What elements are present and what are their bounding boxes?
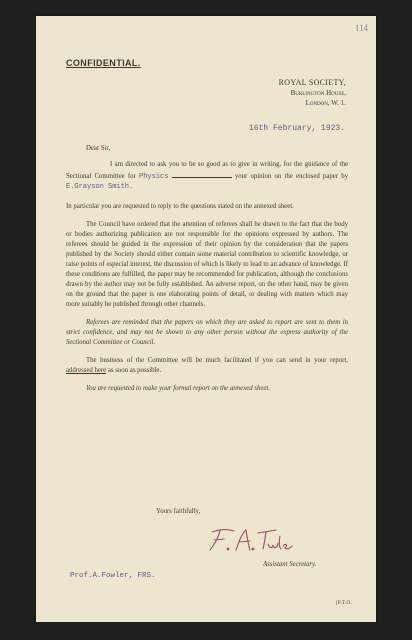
letter-sheet [36,16,376,622]
business-paragraph [66,356,348,376]
request-text-3: opinion on the enclosed paper by [250,173,349,180]
pto-note: [P.T.O. [335,601,352,606]
letter-date: 16th February, 1923. [249,124,346,133]
committee-rule [172,170,232,178]
salutation: Dear Sir, [86,145,111,152]
committee-name: Physics [139,173,169,181]
letter-body [66,144,348,394]
particular-paragraph: In particular you are requested to reply to the questions stated on the annexed sheet. [66,203,294,210]
business-underlined: addressed here [66,367,107,374]
handwritten-signature [206,524,296,554]
paper-author: E.Grayson Smith. [66,183,134,191]
address-line-city: London, W. 1. [305,99,346,107]
confidential-heading: CONFIDENTIAL. [66,58,141,68]
request-text-2: your [234,173,248,180]
council-paragraph: The Council have ordered that the attention of referees shall be drawn to the fact that the body or bodies authorizing publication are not responsible for the opinions expressed by authors. The referees should be guided in the expression of their opinion by the consideration that the papers published by the Society should either contain some material contribution to scientific knowledge, or raise points of especial interest, the discussion of which is likely to lead to an advance of knowledge. If these conditions are fulfilled, the paper may be recommended for publication, although the conclusions drawn by the author may not be fully established. An adverse report, on the other hand, may be given on the ground that the paper is one elaborating points of detail, or dealing with matters which may more suitably be published through other channels. [66,221,348,308]
signatory-title: Assistant Secretary. [263,561,317,568]
page-number: 114 [354,23,368,33]
addressee: Prof.A.Fowler, FRS. [70,572,156,580]
closing: Yours faithfully, [156,508,201,515]
business-text-1: The business of the Committee will be much facilitated if you can send in your report, [86,357,348,364]
referees-paragraph: Referees are reminded that the papers on which they are asked to report are sent to them in strict confidence, and may not be shown to any other person without the express authority of the Sectional Committee or Council. [66,319,348,346]
formal-report-paragraph: You are requested to make your formal report on the annexed sheet. [86,385,270,392]
address-line-society: ROYAL SOCIETY, [278,78,346,87]
address-line-house: Burlington House, [290,89,346,97]
business-text-2: as soon as possible. [107,367,162,374]
request-text-1: I am directed to ask you to be so good as to give in writing, for the guidance of the Sectional Committee for [66,161,348,180]
sender-address [279,78,346,108]
request-paragraph [66,160,348,192]
